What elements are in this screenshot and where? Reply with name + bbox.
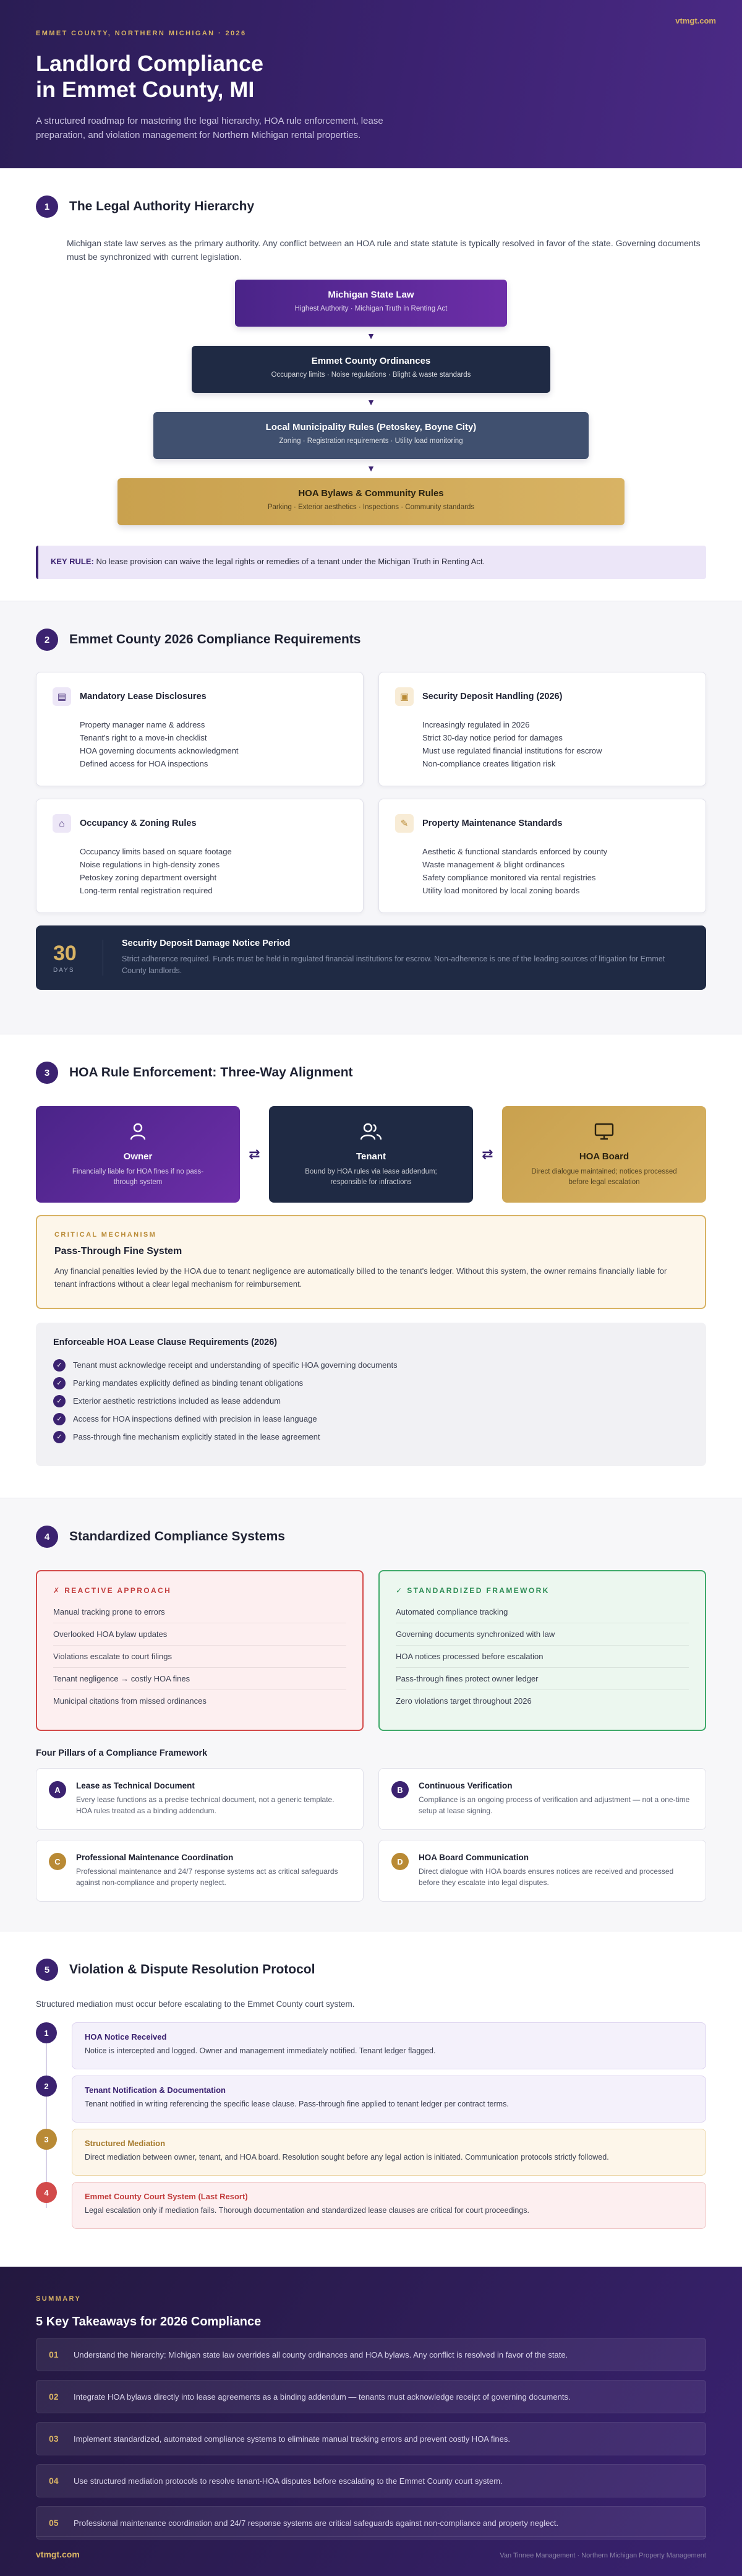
takeaway-item xyxy=(36,2464,706,2497)
section-number: 5 xyxy=(36,1959,58,1981)
summary-eyebrow: SUMMARY xyxy=(36,2295,82,2303)
footer-logo-link[interactable]: vtmgt.com xyxy=(36,2549,80,2559)
takeaway-text: Integrate HOA bylaws directly into lease agreements as a binding addendum — tenants must acknowledge receipt of governing documents. xyxy=(74,2392,571,2402)
protocol-step xyxy=(36,2182,706,2229)
footer-credit: Van Tinnee Management · Northern Michigan Property Management xyxy=(500,2552,706,2559)
wrench-icon: ✎ xyxy=(395,814,414,833)
step-title: HOA Notice Received xyxy=(85,2032,167,2041)
section-hoa-enforcement xyxy=(0,1034,742,1498)
item-text: Pass-through fine mechanism explicitly stated in the lease agreement xyxy=(73,1432,320,1441)
tier-subtitle: Zoning · Registration requirements · Utility load monitoring xyxy=(279,437,463,445)
list-item: Tenant's right to a move-in checklist xyxy=(80,733,207,742)
party-owner xyxy=(36,1106,240,1203)
card-lease-disclosures xyxy=(36,672,364,786)
section-intro: Michigan state law serves as the primary authority. Any conflict between an HOA rule and state statute is typically resolved in favor of the state. Governing documents must be synchronized with current legislation. xyxy=(67,238,701,262)
list-item: HOA notices processed before escalation xyxy=(396,1646,689,1668)
list-item: Non-compliance creates litigation risk xyxy=(422,759,556,768)
pillar-title: Professional Maintenance Coordination xyxy=(76,1853,234,1862)
summary-title: 5 Key Takeaways for 2026 Compliance xyxy=(36,2315,262,2329)
requirements-grid xyxy=(36,672,706,913)
party-name: HOA Board xyxy=(579,1151,629,1162)
title-line-1: Landlord Compliance xyxy=(36,51,264,76)
takeaway-number: 04 xyxy=(49,2476,59,2486)
page-title xyxy=(36,51,706,103)
tier-municipality-rules xyxy=(153,412,589,459)
down-arrow-icon: ▼ xyxy=(367,331,375,341)
requirements-title: Enforceable HOA Lease Clause Requirements (2026) xyxy=(53,1337,278,1347)
tier-subtitle: Highest Authority · Michigan Truth in Renting Act xyxy=(294,305,448,312)
pillar-title: Lease as Technical Document xyxy=(76,1781,195,1790)
three-way-alignment xyxy=(36,1106,706,1203)
tier-county-ordinances xyxy=(192,346,550,393)
takeaway-number: 01 xyxy=(49,2350,59,2359)
section-number: 3 xyxy=(36,1062,58,1084)
reactive-approach-card xyxy=(36,1570,364,1731)
list-item xyxy=(53,1392,689,1410)
down-arrow-icon: ▼ xyxy=(367,463,375,473)
party-desc: Financially liable for HOA fines if no pass-through system xyxy=(72,1168,204,1186)
pillar-card xyxy=(36,1768,364,1830)
check-icon: ✓ xyxy=(53,1395,66,1407)
deposit-notice-banner xyxy=(36,925,706,990)
notice-unit: DAYS xyxy=(53,967,75,974)
step-number: 2 xyxy=(36,2076,57,2097)
down-arrow-icon: ▼ xyxy=(367,397,375,407)
protocol-steps xyxy=(36,2022,706,2229)
section-subtitle: Structured mediation must occur before escalating to the Emmet County court system. xyxy=(36,1999,355,2009)
list-item: Property manager name & address xyxy=(80,720,205,729)
column-heading: ✗ REACTIVE APPROACH xyxy=(53,1586,172,1595)
card-security-deposit xyxy=(378,672,706,786)
list-item: Long-term rental registration required xyxy=(80,886,213,895)
step-number: 3 xyxy=(36,2129,57,2150)
item-text: Parking mandates explicitly defined as binding tenant obligations xyxy=(73,1378,304,1388)
check-icon: ✓ xyxy=(53,1431,66,1443)
monitor-icon xyxy=(502,1122,706,1145)
section-title: HOA Rule Enforcement: Three-Way Alignment xyxy=(69,1065,353,1080)
users-icon xyxy=(269,1122,473,1145)
list-item: Must use regulated financial institutions for escrow xyxy=(422,746,602,755)
section-legal-hierarchy xyxy=(0,168,742,601)
pillars-grid xyxy=(36,1768,706,1902)
lease-clause-requirements xyxy=(36,1323,706,1466)
party-name: Tenant xyxy=(356,1151,386,1162)
pillar-card xyxy=(378,1768,706,1830)
list-item xyxy=(53,1410,689,1428)
step-title: Emmet County Court System (Last Resort) xyxy=(85,2192,248,2201)
tier-title: Michigan State Law xyxy=(328,290,414,300)
notice-text: Strict adherence required. Funds must be held in regulated financial institutions for escrow. Non-adherence is one of the leading sources of litigation for Emmet County landlords. xyxy=(122,955,665,975)
section-compliance-requirements xyxy=(0,601,742,1034)
section-title: Standardized Compliance Systems xyxy=(69,1529,285,1543)
item-text: Access for HOA inspections defined with precision in lease language xyxy=(73,1414,317,1423)
party-name: Owner xyxy=(123,1151,153,1162)
pillar-title: Continuous Verification xyxy=(419,1781,513,1790)
section-dispute-protocol xyxy=(0,1931,742,2267)
swap-arrows-icon: ⇄ xyxy=(249,1146,260,1162)
list-item: Aesthetic & functional standards enforced by county xyxy=(422,847,608,856)
pillar-badge: A xyxy=(49,1781,66,1798)
list-item: Pass-through fines protect owner ledger xyxy=(396,1668,689,1690)
takeaway-item xyxy=(36,2380,706,2413)
swap-arrows-icon: ⇄ xyxy=(482,1146,493,1162)
pillar-badge: C xyxy=(49,1853,66,1870)
hero-eyebrow: EMMET COUNTY, NORTHERN MICHIGAN · 2026 xyxy=(36,30,247,37)
pillar-badge: B xyxy=(391,1781,409,1798)
protocol-step xyxy=(36,2022,706,2069)
site-logo-link[interactable]: vtmgt.com xyxy=(675,16,716,25)
step-desc: Tenant notified in writing referencing the specific lease clause. Pass-through fine applied to tenant ledger per contract terms. xyxy=(85,2100,509,2108)
list-item xyxy=(53,1428,689,1446)
section-title: Emmet County 2026 Compliance Requirements xyxy=(69,632,361,646)
step-desc: Direct mediation between owner, tenant, and HOA board. Resolution sought before any legal action is initiated. Communication protocols strictly followed. xyxy=(85,2153,609,2162)
section-number: 4 xyxy=(36,1526,58,1548)
takeaway-text: Professional maintenance coordination and 24/7 response systems are critical safeguards against non-compliance and property neglect. xyxy=(74,2518,559,2528)
step-desc: Notice is intercepted and logged. Owner and management immediately notified. Tenant ledger flagged. xyxy=(85,2046,436,2055)
takeaway-number: 02 xyxy=(49,2392,59,2402)
list-item: Manual tracking prone to errors xyxy=(53,1601,346,1623)
list-item: Defined access for HOA inspections xyxy=(80,759,208,768)
party-desc: Direct dialogue maintained; notices processed before legal escalation xyxy=(531,1168,677,1186)
critical-eyebrow: CRITICAL MECHANISM xyxy=(54,1231,157,1239)
user-icon xyxy=(36,1122,240,1145)
list-item: Zero violations target throughout 2026 xyxy=(396,1696,532,1706)
key-rule-callout xyxy=(36,546,706,579)
step-number: 4 xyxy=(36,2182,57,2203)
key-rule-text: No lease provision can waive the legal rights or remedies of a tenant under the Michigan Truth in Renting Act. xyxy=(96,557,485,566)
approach-comparison xyxy=(36,1570,706,1731)
list-item: Governing documents synchronized with law xyxy=(396,1623,689,1646)
card-title: Occupancy & Zoning Rules xyxy=(80,818,197,828)
list-item: Utility load monitored by local zoning boards xyxy=(422,886,580,895)
wallet-icon: ▣ xyxy=(395,687,414,706)
list-item: Waste management & blight ordinances xyxy=(422,860,565,869)
hero-subtitle: A structured roadmap for mastering the legal hierarchy, HOA rule enforcement, lease preparation, and violation management for Northern Michigan rental properties. xyxy=(36,116,383,140)
step-desc: Legal escalation only if mediation fails. Thorough documentation and standardized lease clauses are critical for court proceedings. xyxy=(85,2206,529,2215)
party-hoa-board xyxy=(502,1106,706,1203)
takeaway-item xyxy=(36,2338,706,2371)
section-title: The Legal Authority Hierarchy xyxy=(69,199,255,213)
column-heading: ✓ STANDARDIZED FRAMEWORK xyxy=(396,1586,550,1595)
takeaway-number: 05 xyxy=(49,2518,59,2528)
list-item: Occupancy limits based on square footage xyxy=(80,847,232,856)
takeaway-text: Understand the hierarchy: Michigan state law overrides all county ordinances and HOA bylaws. Any conflict is resolved in favor of the state. xyxy=(74,2350,568,2359)
check-icon: ✓ xyxy=(53,1413,66,1425)
takeaway-item xyxy=(36,2422,706,2455)
party-tenant xyxy=(269,1106,473,1203)
list-item: Noise regulations in high-density zones xyxy=(80,860,220,869)
list-item: Strict 30-day notice period for damages xyxy=(422,733,563,742)
tier-subtitle: Occupancy limits · Noise regulations · Blight & waste standards xyxy=(271,371,471,379)
title-line-2: in Emmet County, MI xyxy=(36,77,255,102)
summary-footer xyxy=(0,2267,742,2576)
party-desc: Bound by HOA rules via lease addendum; responsible for infractions xyxy=(305,1168,437,1186)
pillars-title: Four Pillars of a Compliance Framework xyxy=(36,1748,208,1758)
pillar-desc: Direct dialogue with HOA boards ensures notices are received and processed before they escalate into legal disputes. xyxy=(419,1867,674,1887)
card-title: Property Maintenance Standards xyxy=(422,818,563,828)
critical-title: Pass-Through Fine System xyxy=(54,1246,182,1256)
section-number: 2 xyxy=(36,629,58,651)
pillar-card xyxy=(36,1840,364,1902)
pillar-desc: Compliance is an ongoing process of verification and adjustment — not a one-time setup at lease signing. xyxy=(419,1795,690,1815)
item-text: Tenant must acknowledge receipt and understanding of specific HOA governing documents xyxy=(73,1360,398,1370)
home-icon: ⌂ xyxy=(53,814,71,833)
takeaway-number: 03 xyxy=(49,2434,59,2444)
section-number: 1 xyxy=(36,195,58,218)
pillar-desc: Every lease functions as a precise technical document, not a generic template. HOA rules treated as a binding addendum. xyxy=(76,1795,335,1815)
check-icon: ✓ xyxy=(53,1377,66,1389)
list-item: Automated compliance tracking xyxy=(396,1601,689,1623)
card-title: Mandatory Lease Disclosures xyxy=(80,692,207,702)
step-number: 1 xyxy=(36,2022,57,2043)
tier-subtitle: Parking · Exterior aesthetics · Inspections · Community standards xyxy=(267,504,475,511)
card-occupancy-zoning xyxy=(36,799,364,913)
list-item xyxy=(53,1374,689,1392)
section-compliance-systems xyxy=(0,1498,742,1931)
check-icon: ✓ xyxy=(53,1359,66,1372)
list-item: Overlooked HOA bylaw updates xyxy=(53,1623,346,1646)
critical-mechanism-card xyxy=(36,1215,706,1309)
step-title: Structured Mediation xyxy=(85,2139,166,2148)
takeaway-text: Use structured mediation protocols to resolve tenant-HOA disputes before escalating to the Emmet County court system. xyxy=(74,2476,503,2486)
pillar-desc: Professional maintenance and 24/7 response systems act as critical safeguards against non-compliance and property neglect. xyxy=(76,1867,338,1887)
card-maintenance-standards xyxy=(378,799,706,913)
tier-state-law xyxy=(235,280,507,327)
pillar-title: HOA Board Communication xyxy=(419,1853,529,1862)
list-item: HOA governing documents acknowledgment xyxy=(80,746,239,755)
protocol-step xyxy=(36,2076,706,2123)
list-item xyxy=(53,1356,689,1374)
tier-title: Local Municipality Rules (Petoskey, Boyne City) xyxy=(265,422,477,432)
list-item: Tenant negligence → costly HOA fines xyxy=(53,1668,346,1690)
takeaway-item xyxy=(36,2506,706,2540)
protocol-step xyxy=(36,2129,706,2176)
tier-hoa-bylaws xyxy=(117,478,625,525)
notice-number: 30 xyxy=(53,942,77,965)
footer-bar xyxy=(36,2536,706,2559)
list-item: Safety compliance monitored via rental registries xyxy=(422,873,596,882)
card-title: Security Deposit Handling (2026) xyxy=(422,692,563,702)
hero-header xyxy=(0,0,742,168)
key-rule-label: KEY RULE: xyxy=(51,557,94,566)
critical-text: Any financial penalties levied by the HOA due to tenant negligence are automatically billed to the tenant's ledger. Without this system, the owner remains financially liable for tenant infractions without a clear legal mechanism for reimbursement. xyxy=(54,1266,667,1289)
standardized-framework-card xyxy=(378,1570,706,1731)
notice-title: Security Deposit Damage Notice Period xyxy=(122,938,291,948)
pillar-card xyxy=(378,1840,706,1902)
tier-title: Emmet County Ordinances xyxy=(311,356,431,366)
item-text: Exterior aesthetic restrictions included as lease addendum xyxy=(73,1396,281,1406)
hierarchy-pyramid xyxy=(0,280,742,525)
document-icon: ▤ xyxy=(53,687,71,706)
section-title: Violation & Dispute Resolution Protocol xyxy=(69,1962,315,1977)
list-item: Municipal citations from missed ordinances xyxy=(53,1696,207,1706)
pillar-badge: D xyxy=(391,1853,409,1870)
tier-title: HOA Bylaws & Community Rules xyxy=(298,488,444,499)
list-item: Violations escalate to court filings xyxy=(53,1646,346,1668)
list-item: Increasingly regulated in 2026 xyxy=(422,720,530,729)
list-item: Petoskey zoning department oversight xyxy=(80,873,217,882)
step-title: Tenant Notification & Documentation xyxy=(85,2085,226,2095)
takeaway-text: Implement standardized, automated compliance systems to eliminate manual tracking errors and prevent costly HOA fines. xyxy=(74,2434,510,2444)
